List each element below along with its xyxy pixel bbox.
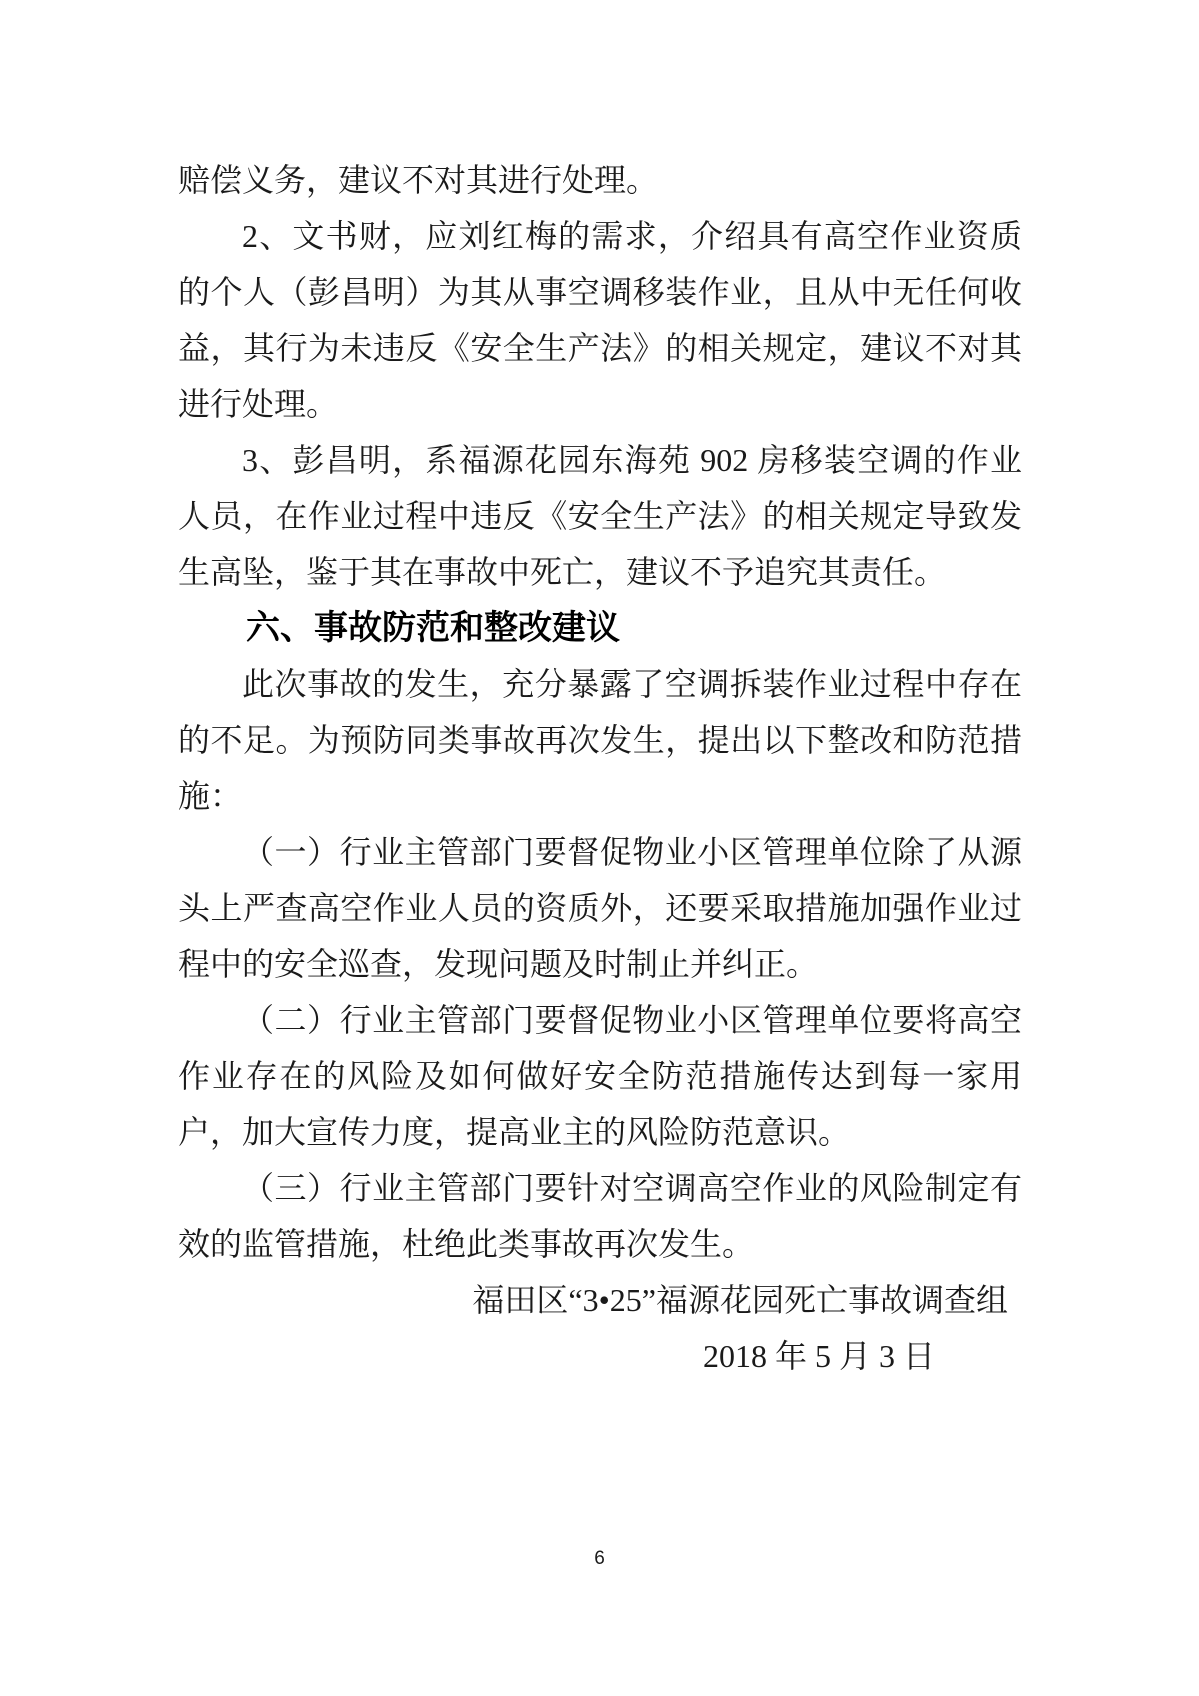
paragraph-item-3: 3、彭昌明，系福源花园东海苑 902 房移装空调的作业人员，在作业过程中违反《安全生产法》的相关规定导致发生高坠，鉴于其在事故中死亡，建议不予追究其责任。 <box>178 442 1022 590</box>
paragraph-measure-3: （三）行业主管部门要针对空调高空作业的风险制定有效的监管措施，杜绝此类事故再次发生。 <box>178 1170 1022 1262</box>
paragraph-measure-2: （二）行业主管部门要督促物业小区管理单位要将高空作业存在的风险及如何做好安全防范措施传达到每一家用户，加大宣传力度，提高业主的风险防范意识。 <box>178 1002 1022 1150</box>
paragraph-measure-1: （一）行业主管部门要督促物业小区管理单位除了从源头上严查高空作业人员的资质外，还要采取措施加强作业过程中的安全巡查，发现问题及时制止并纠正。 <box>178 834 1022 982</box>
page-number: 6 <box>594 1548 605 1569</box>
signature-line: 福田区“3•25”福源花园死亡事故调查组 <box>472 1282 1008 1318</box>
document-body <box>178 152 1022 1384</box>
section-heading: 六、事故防范和整改建议 <box>246 609 620 647</box>
paragraph-intro: 此次事故的发生，充分暴露了空调拆装作业过程中存在的不足。为预防同类事故再次发生，提出以下整改和防范措施： <box>178 666 1022 814</box>
paragraph-continuation: 赔偿义务，建议不对其进行处理。 <box>178 162 659 198</box>
date-line: 2018 年 5 月 3 日 <box>702 1338 935 1374</box>
paragraph-item-2: 2、文书财，应刘红梅的需求，介绍具有高空作业资质的个人（彭昌明）为其从事空调移装作业，且从中无任何收益，其行为未违反《安全生产法》的相关规定，建议不对其进行处理。 <box>178 218 1022 422</box>
